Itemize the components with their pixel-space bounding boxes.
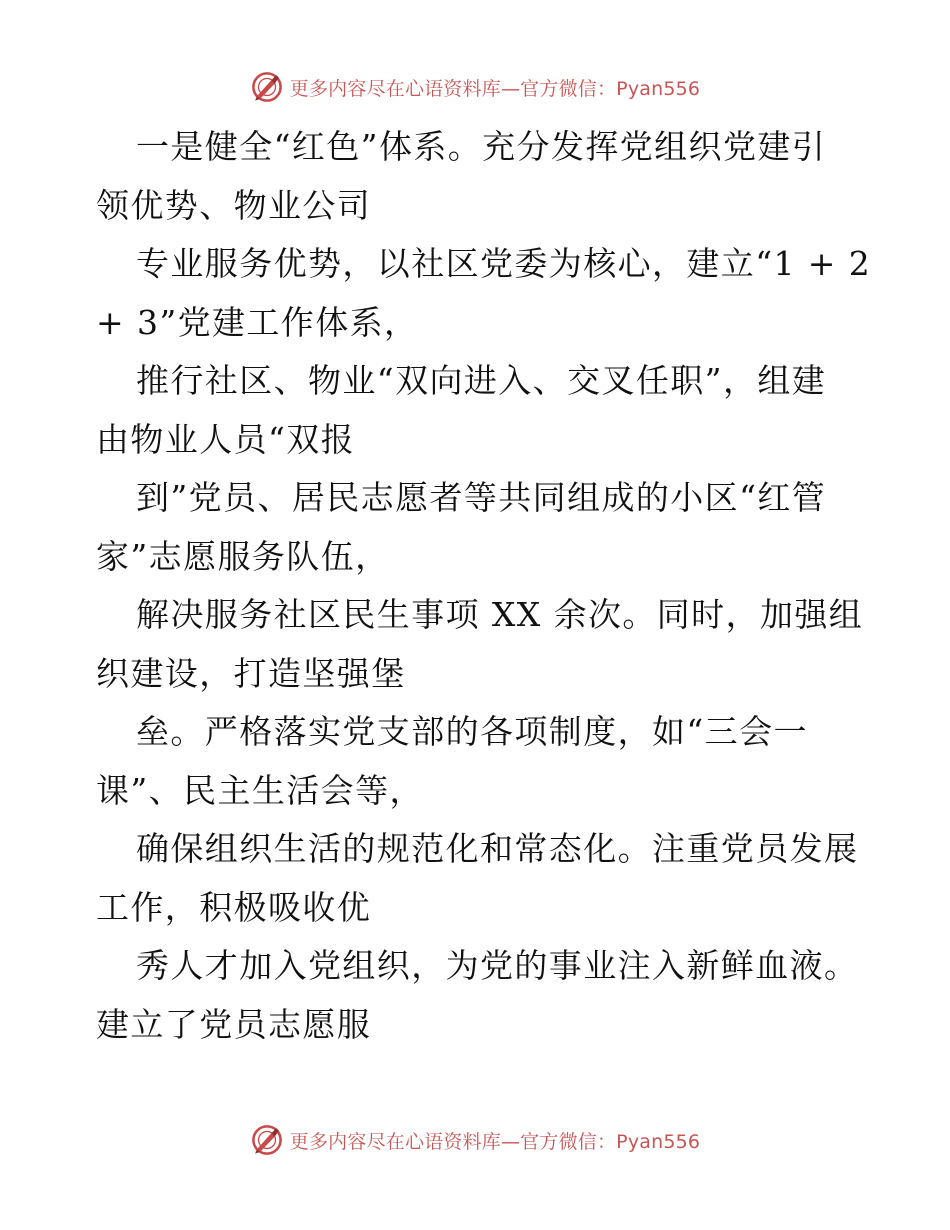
header-watermark [0, 70, 950, 104]
pen-logo-icon [250, 70, 284, 104]
footer-watermark [0, 1123, 950, 1157]
pen-logo-icon [250, 1123, 284, 1157]
text-line: 领优势、物业公司 [96, 185, 372, 225]
text-line: 一是健全“红色”体系。充分发挥党组织党建引 [136, 127, 827, 166]
text-line: + 3”党建工作体系， [96, 302, 419, 342]
text-line: 到”党员、居民志愿者等共同组成的小区“红管 [136, 478, 827, 517]
text-line: 课”、民主生活会等， [96, 770, 424, 810]
watermark-text: 更多内容尽在心语资料库—官方微信：Pyan556 [289, 1130, 701, 1153]
text-line: 家”志愿服务队伍， [96, 536, 390, 576]
text-line: 秀人才加入党组织，为党的事业注入新鲜血液。 [136, 946, 859, 985]
text-line: 解决服务社区民生事项 XX 余次。同时，加强组 [136, 595, 864, 634]
text-line: 建立了党员志愿服 [96, 1004, 372, 1044]
text-line: 专业服务优势，以社区党委为核心，建立“1 + 2 [136, 244, 872, 283]
text-line: 织建设，打造坚强堡 [96, 653, 406, 693]
text-line: 由物业人员“双报 [96, 419, 356, 459]
text-line: 垒。严格落实党支部的各项制度，如“三会一 [136, 712, 808, 751]
text-line: 推行社区、物业“双向进入、交叉任职”，组建 [136, 361, 827, 400]
text-line: 工作，积极吸收优 [96, 887, 372, 927]
watermark-text: 更多内容尽在心语资料库—官方微信：Pyan556 [289, 77, 701, 100]
text-line: 确保组织生活的规范化和常态化。注重党员发展 [136, 829, 859, 868]
document-body [96, 118, 872, 1054]
